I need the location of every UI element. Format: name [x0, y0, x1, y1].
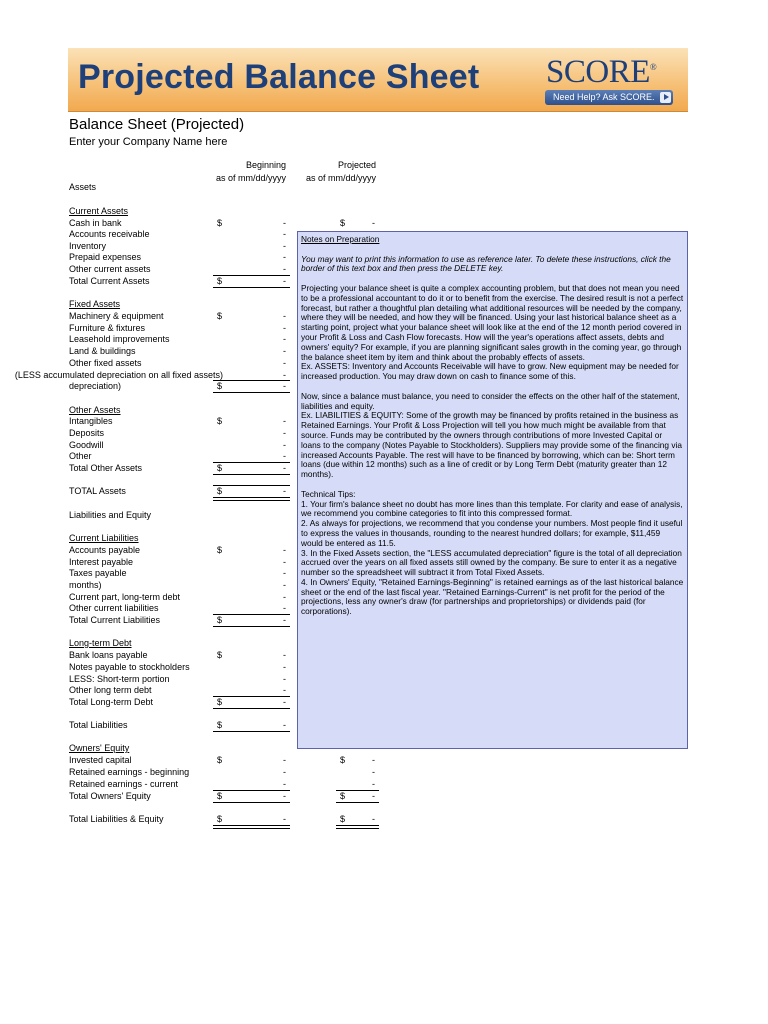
notes-paragraph: Ex. ASSETS: Inventory and Accounts Receivable will have to grow. New equipment may be needed for increased production. You may draw down on cash to finance some of this.	[301, 361, 679, 382]
beginning-value[interactable]: -	[283, 615, 286, 625]
subtotal-rule	[213, 275, 290, 276]
banner-title: Projected Balance Sheet	[78, 58, 480, 96]
subtotal-rule	[213, 626, 290, 627]
subtotal-rule	[213, 790, 290, 791]
beginning-dollar: $	[217, 697, 223, 707]
beginning-dollar: $	[217, 311, 223, 321]
notes-text-box[interactable]	[297, 231, 688, 749]
beginning-value[interactable]: -	[283, 674, 286, 684]
row-leasehold: Leasehold improvements	[69, 334, 170, 344]
notes-tips-heading: Technical Tips:	[301, 488, 356, 499]
row-prepaid-expenses: Prepaid expenses	[69, 252, 142, 262]
row-total-current-assets: Total Current Assets	[69, 276, 150, 286]
subtotal-rule	[213, 802, 290, 803]
beginning-dollar: $	[217, 416, 223, 426]
notes-instruction: You may want to print this information to use as reference later. To delete these instructions, click the border of this text box and then press the DELETE key.	[301, 253, 671, 274]
row-other: Other	[69, 451, 92, 461]
total-double-rule	[336, 825, 379, 829]
row-intangibles: Intangibles	[69, 416, 113, 426]
row-goodwill: Goodwill	[69, 440, 104, 450]
beginning-value[interactable]: -	[283, 791, 286, 801]
row-total-assets: TOTAL Assets	[69, 486, 126, 496]
projected-value[interactable]: -	[372, 218, 375, 228]
row-furniture: Furniture & fixtures	[69, 323, 146, 333]
beginning-value[interactable]: -	[283, 370, 286, 380]
beginning-value[interactable]: -	[283, 451, 286, 461]
subtotal-rule	[213, 474, 290, 475]
beginning-value[interactable]: -	[283, 334, 286, 344]
row-depreciation-cont: depreciation)	[69, 381, 122, 391]
row-bank-loans: Bank loans payable	[69, 650, 148, 660]
beginning-dollar: $	[217, 486, 223, 496]
assets-heading: Assets	[69, 182, 97, 192]
projected-value[interactable]: -	[372, 779, 375, 789]
row-invested-capital: Invested capital	[69, 755, 132, 765]
projected-value[interactable]: -	[372, 814, 375, 824]
beginning-value[interactable]: -	[283, 779, 286, 789]
row-accounts-receivable: Accounts receivable	[69, 229, 150, 239]
beginning-dollar: $	[217, 755, 223, 765]
beginning-value[interactable]: -	[283, 685, 286, 695]
row-total-liabilities-equity: Total Liabilities & Equity	[69, 814, 164, 824]
section-current-liabilities: Current Liabilities	[69, 533, 139, 543]
row-inventory: Inventory	[69, 241, 107, 251]
projected-value[interactable]: -	[372, 791, 375, 801]
row-machinery: Machinery & equipment	[69, 311, 164, 321]
row-retained-beginning: Retained earnings - beginning	[69, 767, 190, 777]
row-notes-stockholders: Notes payable to stockholders	[69, 662, 190, 672]
row-taxes-cont: months)	[69, 580, 102, 590]
projected-dollar: $	[340, 218, 346, 228]
liabilities-equity-heading: Liabilities and Equity	[69, 510, 152, 520]
beginning-value[interactable]: -	[283, 720, 286, 730]
subtotal-rule	[213, 614, 290, 615]
projected-dollar: $	[340, 791, 346, 801]
beginning-dollar: $	[217, 720, 223, 730]
beginning-value[interactable]: -	[283, 603, 286, 613]
beginning-value[interactable]: -	[283, 346, 286, 356]
row-total-owners-equity: Total Owners' Equity	[69, 791, 151, 801]
beginning-value[interactable]: -	[283, 276, 286, 286]
projected-dollar: $	[340, 755, 346, 765]
beginning-value[interactable]: -	[283, 241, 286, 251]
beginning-value[interactable]: -	[283, 814, 286, 824]
row-total-other-assets: Total Other Assets	[69, 463, 143, 473]
beginning-value[interactable]: -	[283, 767, 286, 777]
beginning-value[interactable]: -	[283, 252, 286, 262]
section-owners-equity: Owners' Equity	[69, 743, 130, 753]
row-interest-payable: Interest payable	[69, 557, 134, 567]
subtotal-rule	[213, 392, 290, 393]
projected-dollar: $	[340, 814, 346, 824]
beginning-value[interactable]: -	[283, 218, 286, 228]
subtotal-rule	[213, 462, 290, 463]
notes-tip: 3. In the Fixed Assets section, the "LESS accumulated depreciation" figure is the total of all depreciation accrued over the years on all fixed assets still owned by the company. Be sure to enter it as a negative number so the spreadsheet will subtract it from Total Fixed Assets.	[301, 547, 682, 578]
subtotal-rule	[213, 731, 290, 732]
header-banner	[68, 48, 688, 112]
help-button[interactable]: Need Help? Ask SCORE.	[545, 90, 673, 105]
score-logo: SCORE®	[546, 54, 657, 90]
beginning-dollar: $	[217, 615, 223, 625]
beginning-value[interactable]: -	[283, 311, 286, 321]
document-title: Balance Sheet (Projected)	[69, 116, 245, 133]
beginning-value[interactable]: -	[283, 568, 286, 578]
beginning-value[interactable]: -	[283, 650, 286, 660]
column-header-projected: Projected as of mm/dd/yyyy	[305, 160, 376, 183]
beginning-value[interactable]: -	[283, 229, 286, 239]
beginning-dollar: $	[217, 791, 223, 801]
subtotal-rule	[336, 790, 379, 791]
company-name-field[interactable]: Enter your Company Name here	[69, 136, 228, 148]
row-cash-in-bank: Cash in bank	[69, 218, 122, 228]
row-accounts-payable: Accounts payable	[69, 545, 141, 555]
row-total-current-liabilities: Total Current Liabilities	[69, 615, 161, 625]
subtotal-rule	[213, 380, 290, 381]
row-retained-current: Retained earnings - current	[69, 779, 179, 789]
projected-value[interactable]: -	[372, 767, 375, 777]
beginning-value[interactable]: -	[283, 416, 286, 426]
row-other-fixed-assets: Other fixed assets	[69, 358, 142, 368]
beginning-dollar: $	[217, 463, 223, 473]
beginning-value[interactable]: -	[283, 580, 286, 590]
row-other-long-term-debt: Other long term debt	[69, 685, 152, 695]
section-long-term-debt: Long-term Debt	[69, 638, 132, 648]
beginning-value[interactable]: -	[283, 440, 286, 450]
beginning-dollar: $	[217, 650, 223, 660]
row-land-buildings: Land & buildings	[69, 346, 136, 356]
notes-paragraph: Ex. LIABILITIES & EQUITY: Some of the growth may be financed by profits retained in the business as Retained Earnings. Your Profit & Loss Projection will tell you how much might be available from that source. Funds may be contributed by the owners through contributions of more Invested Capital or loans to the company (Notes Payable to Stockholders). Suppliers may provide some of the financing via increased Accounts Payable. The rest will have to be financed by borrowing, which can be: Short term loans (due within 12 months) such as a line of credit or by Long Term Debt (maturity greater than 12 months).	[301, 410, 682, 480]
beginning-value[interactable]: -	[283, 264, 286, 274]
column-header-beginning: Beginning as of mm/dd/yyyy	[215, 160, 286, 183]
arrow-right-icon	[660, 92, 671, 103]
row-taxes-payable: Taxes payable	[69, 568, 127, 578]
beginning-value[interactable]: -	[283, 662, 286, 672]
beginning-value[interactable]: -	[283, 358, 286, 368]
total-double-rule	[213, 497, 290, 501]
row-less-depreciation: (LESS accumulated depreciation on all fixed assets)	[14, 370, 223, 380]
row-less-short-term: LESS: Short-term portion	[69, 674, 170, 684]
section-current-assets: Current Assets	[69, 206, 129, 216]
notes-tip: 4. In Owners' Equity, "Retained Earnings-Beginning" is retained earnings as of the last historical balance sheet or the end of the last fiscal year. "Retained Earnings-Current" is net profit for the period of the projections, less any owner's draw (for partnerships and proprietorships) or dividends paid (for corporations).	[301, 576, 684, 617]
notes-tip: 2. As always for projections, we recommend that you condense your numbers. Most people find it useful to express the values in thousands, rounding to the nearest hundred dollars; for example, $11,459 would be entered as 11.5.	[301, 518, 683, 548]
notes-paragraph: Projecting your balance sheet is quite a complex accounting problem, but that does not mean you need to be a professional accountant to do it or to benefit from the exercise. The desired result is not a perfect forecast, but rather a thoughtful plan detailing what additional resources will be needed by the company, where they will be needed, and how they will be financed. Using your last historical balance sheet as a starting point, project what your balance sheet will look like at the end of the 12 month period covered in your Profit & Loss and Cash Flow forecasts. How will the year's operations affect assets, debts and owners' equity? For example, if you are planning significant sales growth in the coming year, go through the balance sheet item by item and think about the probably effects of assets.	[301, 282, 684, 362]
beginning-value[interactable]: -	[283, 381, 286, 391]
beginning-dollar: $	[217, 276, 223, 286]
beginning-dollar: $	[217, 381, 223, 391]
subtotal-rule	[213, 696, 290, 697]
total-rule	[213, 485, 290, 486]
projected-value[interactable]: -	[372, 755, 375, 765]
beginning-dollar: $	[217, 545, 223, 555]
beginning-dollar: $	[217, 218, 223, 228]
row-deposits: Deposits	[69, 428, 105, 438]
section-other-assets: Other Assets	[69, 405, 121, 415]
beginning-value[interactable]: -	[283, 486, 286, 496]
row-other-current-assets: Other current assets	[69, 264, 151, 274]
row-total-liabilities: Total Liabilities	[69, 720, 128, 730]
row-total-long-term-debt: Total Long-term Debt	[69, 697, 154, 707]
beginning-value[interactable]: -	[283, 323, 286, 333]
notes-heading: Notes on Preparation	[301, 234, 380, 244]
beginning-value[interactable]: -	[283, 592, 286, 602]
beginning-dollar: $	[217, 814, 223, 824]
beginning-value[interactable]: -	[283, 545, 286, 555]
row-current-part-lt-debt: Current part, long-term debt	[69, 592, 181, 602]
row-other-current-liabilities: Other current liabilities	[69, 603, 159, 613]
subtotal-rule	[336, 802, 379, 803]
beginning-value[interactable]: -	[283, 697, 286, 707]
subtotal-rule	[213, 287, 290, 288]
section-fixed-assets: Fixed Assets	[69, 299, 121, 309]
subtotal-rule	[213, 708, 290, 709]
beginning-value[interactable]: -	[283, 557, 286, 567]
beginning-value[interactable]: -	[283, 463, 286, 473]
notes-paragraph: Now, since a balance must balance, you need to consider the effects on the other half of the statement, liabilities and equity.	[301, 390, 680, 411]
notes-tip: 1. Your firm's balance sheet no doubt has more lines than this template. For clarity and ease of analysis, we recommend you combine categories to fit into this compressed format.	[301, 498, 683, 519]
beginning-value[interactable]: -	[283, 428, 286, 438]
total-double-rule	[213, 825, 290, 829]
beginning-value[interactable]: -	[283, 755, 286, 765]
